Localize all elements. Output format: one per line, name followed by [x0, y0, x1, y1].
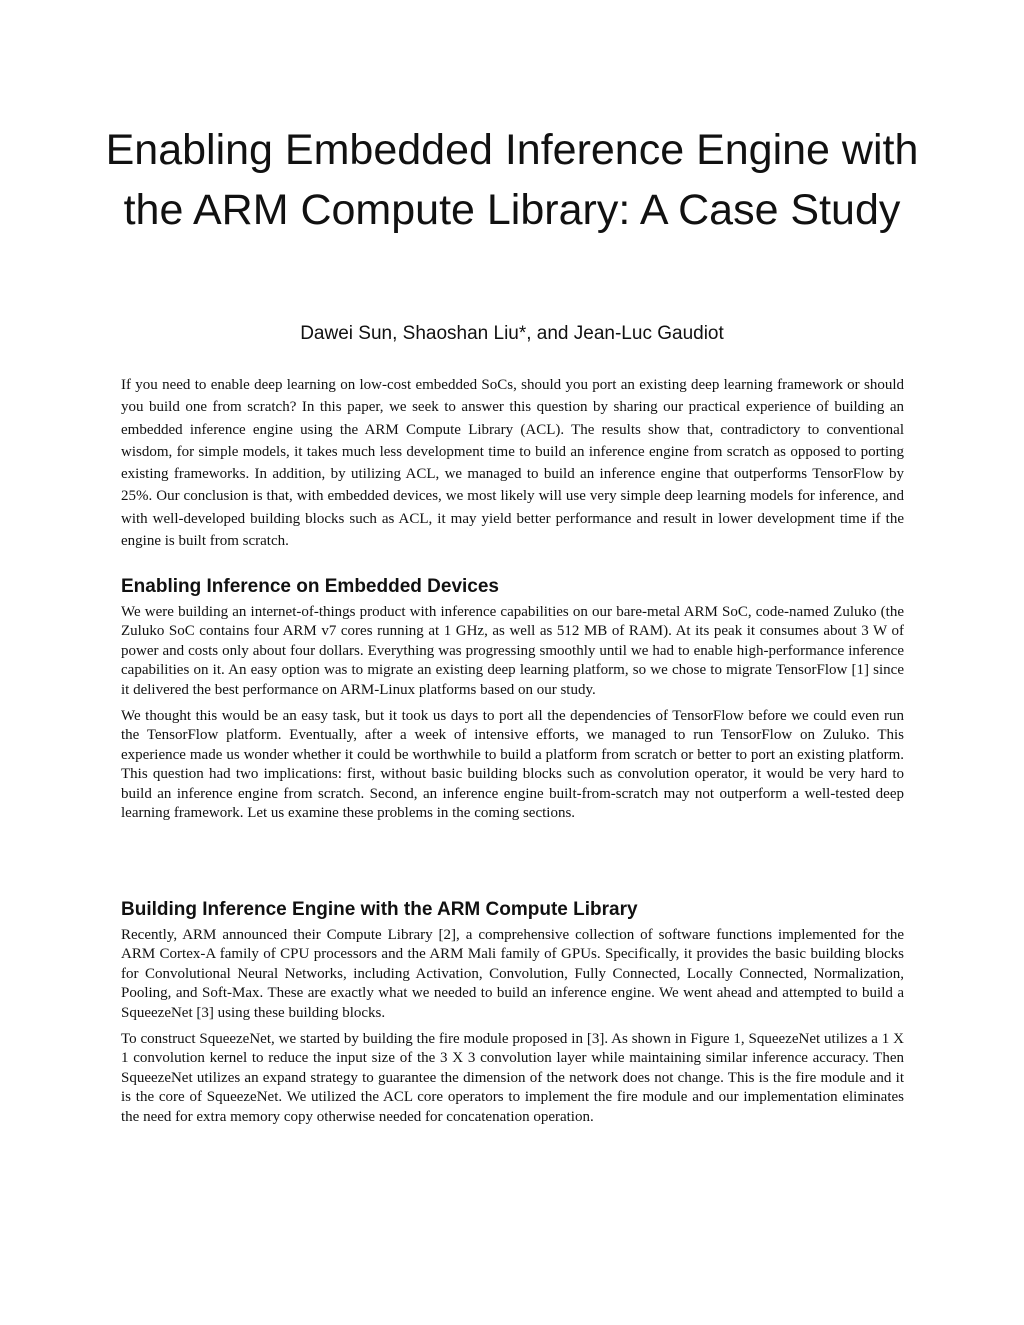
- section-enabling-inference: [121, 574, 904, 830]
- body-paragraph: Recently, ARM announced their Compute Library [2], a comprehensive collection of software functions implemented for the ARM Cortex-A family of CPU processors and the ARM Mali family of GPUs. Specifically, it provides the basic building blocks for Convolutional Neural Networks, including Activation, Convolution, Fully Connected, Locally Connected, Normalization, Pooling, and Soft-Max. These are exactly what we needed to build an inference engine. We went ahead and attempted to build a SqueezeNet [3] using these building blocks.: [121, 927, 904, 1021]
- body-paragraph: We thought this would be an easy task, but it took us days to port all the dependencies of TensorFlow before we could even run the TensorFlow platform. Eventually, after a week of intensive efforts, we managed to run TensorFlow on Zuluko. This experience made us wonder whether it could be worthwhile to build a platform from scratch or better to port an existing platform. This question had two implications: first, without basic building blocks such as convolution operator, it would be very hard to build an inference engine from scratch. Second, an inference engine built-from-scratch may not outperform a well-tested deep learning framework. Let us examine these problems in the coming sections.: [121, 708, 904, 822]
- paper-title: Enabling Embedded Inference Engine with the ARM Compute Library: A Case Study: [105, 126, 919, 234]
- section-building-inference-engine: [121, 897, 904, 1134]
- author-list: Dawei Sun, Shaoshan Liu*, and Jean-Luc Gaudiot: [300, 323, 724, 344]
- section-heading: Building Inference Engine with the ARM Compute Library: [121, 899, 638, 920]
- abstract: If you need to enable deep learning on low-cost embedded SoCs, should you port an existing deep learning framework or should you build one from scratch? In this paper, we seek to answer this question by sharing our practical experience of building an embedded inference engine using the ARM Compute Library (ACL). The results show that, contradictory to conventional wisdom, for simple models, it takes much less development time to build an inference engine from scratch as opposed to porting existing frameworks. In addition, by utilizing ACL, we managed to build an inference engine that outperforms TensorFlow by 25%. Our conclusion is that, with embedded devices, we most likely will use very simple deep learning models for inference, and with well-developed building blocks such as ACL, it may yield better performance and result in lower development time if the engine is built from scratch.: [121, 377, 904, 550]
- body-paragraph: We were building an internet-of-things product with inference capabilities on our bare-metal ARM SoC, code-named Zuluko (the Zuluko SoC contains four ARM v7 cores running at 1 GHz, as well as 512 MB of RAM). At its peak it consumes about 3 W of power and costs only about four dollars. Everything was progressing smoothly until we had to enable high-performance inference capabilities on it. An easy option was to migrate an existing deep learning platform, so we chose to migrate TensorFlow [1] since it delivered the best performance on ARM-Linux platforms based on our study.: [121, 604, 904, 698]
- body-paragraph: To construct SqueezeNet, we started by building the fire module proposed in [3]. As shown in Figure 1, SqueezeNet utilizes a 1 X 1 convolution kernel to reduce the input size of the 3 X 3 convolution layer while maintaining similar inference accuracy. Then SqueezeNet utilizes an expand strategy to guarantee the dimension of the network does not change. This is the fire module and it is the core of SqueezeNet. We utilized the ACL core operators to implement the fire module and our implementation eliminates the need for extra memory copy otherwise needed for concatenation operation.: [121, 1031, 904, 1125]
- section-heading: Enabling Inference on Embedded Devices: [121, 576, 499, 597]
